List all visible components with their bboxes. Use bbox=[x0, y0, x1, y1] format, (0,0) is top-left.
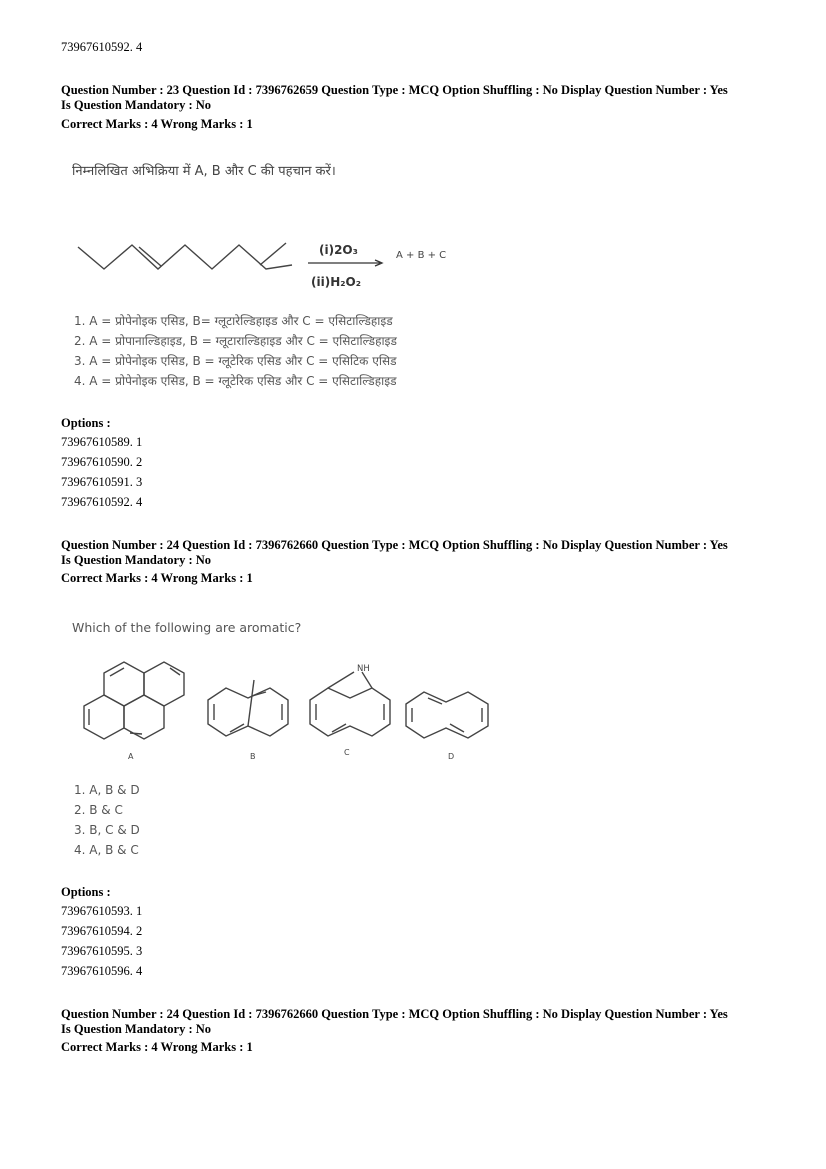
q24-structure-a bbox=[80, 657, 192, 757]
q24-label-c: C bbox=[344, 748, 350, 757]
q23-question-image bbox=[64, 155, 484, 400]
q24-choice-3: 3. B, C & D bbox=[74, 823, 140, 837]
q23-choice-1: 1. A = प्रोपेनोइक एसिड, B= ग्लूटारेल्डिहाइड और C = एसिटाल्डिहाइड bbox=[74, 314, 393, 328]
q24-label-b: B bbox=[250, 752, 256, 761]
q23-reagent-bottom: (ii)H₂O₂ bbox=[311, 275, 361, 289]
q23-option-3: 73967610591. 3 bbox=[61, 475, 143, 489]
q23-option-4: 73967610592. 4 bbox=[61, 495, 143, 509]
q23-choice-2: 2. A = प्रोपानाल्डिहाइड, B = ग्लूटाराल्डिहाइड और C = एसिटाल्डिहाइड bbox=[74, 334, 397, 348]
q24-choice-2: 2. B & C bbox=[74, 803, 123, 817]
q24-structure-d bbox=[402, 682, 494, 752]
q24-option-2: 73967610594. 2 bbox=[61, 924, 143, 938]
q23-reagent-top: (i)2O₃ bbox=[319, 243, 358, 257]
q24-choice-4: 4. A, B & C bbox=[74, 843, 139, 857]
q23-options-label: Options : bbox=[61, 416, 111, 430]
q24-structure-b bbox=[204, 672, 294, 752]
q24-option-4: 73967610596. 4 bbox=[61, 964, 143, 978]
q24-options-label: Options : bbox=[61, 885, 111, 899]
q23-alkene-structure bbox=[64, 225, 304, 285]
q23-prompt: निम्नलिखित अभिक्रिया में A, B और C की पहचान करें। bbox=[72, 164, 336, 179]
q23-marks-line: Correct Marks : 4 Wrong Marks : 1 bbox=[61, 117, 253, 131]
q24-mandatory-line: Is Question Mandatory : No bbox=[61, 553, 212, 567]
q24-structure-c bbox=[306, 672, 396, 752]
q23-choice-3: 3. A = प्रोपेनोइक एसिड, B = ग्लूटेरिक एसिड और C = एसिटिक एसिड bbox=[74, 354, 397, 368]
q24-question-image bbox=[64, 612, 504, 862]
q24-option-3: 73967610595. 3 bbox=[61, 944, 143, 958]
q24b-meta-line: Question Number : 24 Question Id : 7396762660 Question Type : MCQ Option Shuffling : No Display Question Number : Yes bbox=[61, 1007, 728, 1021]
q24-choice-1: 1. A, B & D bbox=[74, 783, 140, 797]
q23-choice-4: 4. A = प्रोपेनोइक एसिड, B = ग्लूटेरिक एसिड और C = एसिटाल्डिहाइड bbox=[74, 374, 397, 388]
q23-option-2: 73967610590. 2 bbox=[61, 455, 143, 469]
q23-meta-line: Question Number : 23 Question Id : 7396762659 Question Type : MCQ Option Shuffling : No Display Question Number : Yes bbox=[61, 83, 728, 97]
q23-products: A + B + C bbox=[396, 250, 447, 261]
q24-prompt: Which of the following are aromatic? bbox=[72, 620, 302, 635]
q23-reaction-arrow bbox=[308, 259, 388, 269]
q24b-mandatory-line: Is Question Mandatory : No bbox=[61, 1022, 212, 1036]
q23-option-1: 73967610589. 1 bbox=[61, 435, 143, 449]
q23-mandatory-line: Is Question Mandatory : No bbox=[61, 98, 212, 112]
q24-label-a: A bbox=[128, 752, 134, 761]
previous-option-line: 73967610592. 4 bbox=[61, 40, 143, 54]
q24-option-1: 73967610593. 1 bbox=[61, 904, 143, 918]
q24-label-d: D bbox=[448, 752, 455, 761]
q24-nh-label: NH bbox=[357, 664, 370, 674]
q24-marks-line: Correct Marks : 4 Wrong Marks : 1 bbox=[61, 571, 253, 585]
q24-meta-line: Question Number : 24 Question Id : 7396762660 Question Type : MCQ Option Shuffling : No Display Question Number : Yes bbox=[61, 538, 728, 552]
q24b-marks-line: Correct Marks : 4 Wrong Marks : 1 bbox=[61, 1040, 253, 1054]
